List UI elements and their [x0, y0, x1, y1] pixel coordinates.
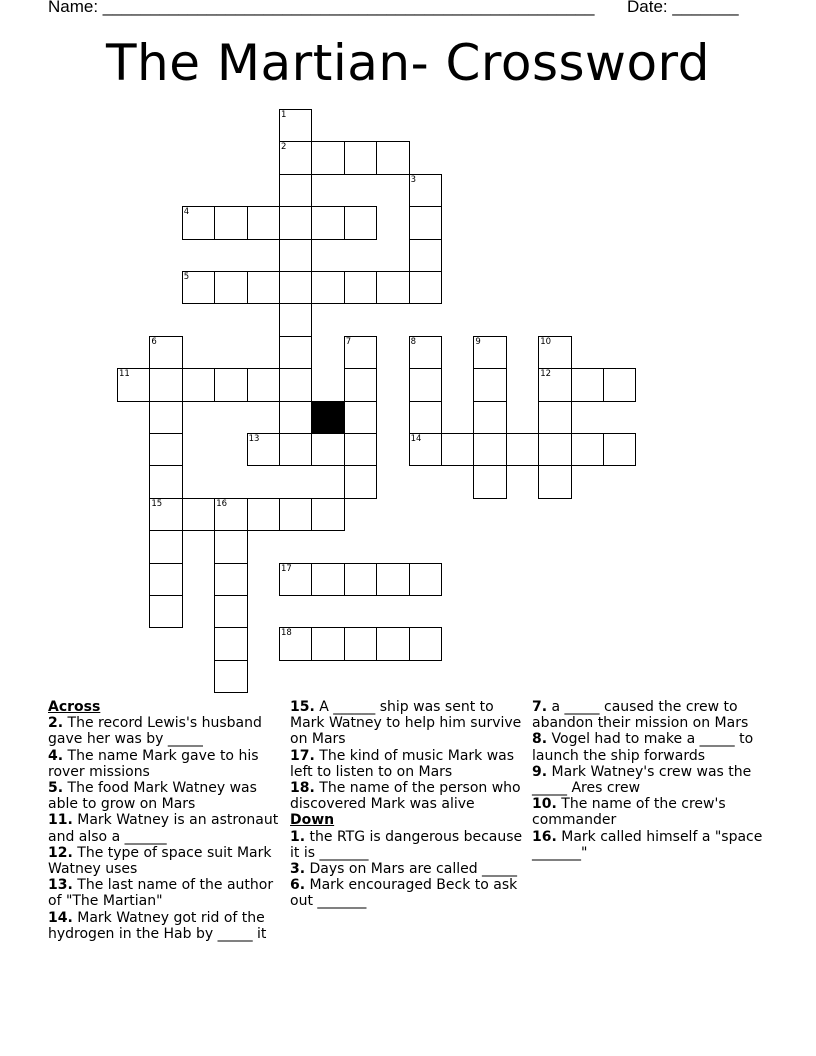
- clue: [290, 829, 528, 861]
- grid-cell[interactable]: [149, 368, 182, 401]
- grid-cell[interactable]: [344, 206, 377, 239]
- clue: [48, 748, 286, 780]
- date-field-line: Date: _______: [627, 0, 739, 16]
- clue-text: A ______ ship was sent to Mark Watney to help him survive on Mars: [290, 699, 522, 748]
- grid-cell[interactable]: [344, 563, 377, 596]
- grid-cell[interactable]: [247, 498, 280, 531]
- grid-cell[interactable]: [279, 303, 312, 336]
- clue-number: 15.: [290, 699, 315, 715]
- grid-cell[interactable]: [279, 433, 312, 466]
- clue-text: The name Mark gave to his rover missions: [48, 747, 259, 780]
- clue-number: 5.: [48, 780, 64, 797]
- clue: [290, 699, 528, 748]
- grid-cell[interactable]: [214, 563, 247, 596]
- clue-number-label: 16: [216, 498, 228, 509]
- clue-text: Mark called himself a "space _______": [532, 828, 763, 861]
- grid-cell[interactable]: [279, 239, 312, 272]
- clue: [48, 845, 286, 877]
- clue-number-label: 11: [119, 369, 130, 380]
- clue-text: Mark Watney got rid of the hydrogen in the Hab by _____ it: [48, 909, 267, 942]
- grid-cell[interactable]: [571, 368, 604, 401]
- blocked-cell: [311, 401, 344, 434]
- clue-number-label: 1: [281, 110, 287, 120]
- clue-number: 9.: [532, 763, 548, 780]
- clue-number-label: 4: [183, 207, 190, 218]
- clue-text: The record Lewis's husband gave her was by _____: [48, 715, 262, 748]
- clue-text: Vogel had to make a _____ to launch the ship forwards: [532, 731, 754, 764]
- grid-cell[interactable]: [376, 563, 409, 596]
- clue-number: 11.: [48, 812, 73, 829]
- across-heading: Across: [48, 699, 101, 715]
- grid-cell[interactable]: [506, 433, 539, 466]
- grid-cell[interactable]: [311, 563, 344, 596]
- clue-number-label: 3: [410, 174, 417, 185]
- grid-cell[interactable]: [571, 433, 604, 466]
- grid-cell[interactable]: [344, 627, 377, 660]
- grid-cell[interactable]: [376, 627, 409, 660]
- clue: [48, 715, 286, 747]
- clue-number-label: 17: [281, 563, 292, 574]
- clue-number: 17.: [290, 747, 315, 764]
- grid-cell[interactable]: [409, 368, 442, 401]
- clue-number: 13.: [48, 877, 73, 894]
- grid-cell[interactable]: [473, 368, 506, 401]
- grid-cell[interactable]: [149, 530, 182, 563]
- clue-text: The name of the crew's commander: [532, 796, 726, 829]
- grid-cell[interactable]: [279, 271, 312, 304]
- grid-cell[interactable]: [149, 563, 182, 596]
- clue: [290, 877, 528, 909]
- grid-cell[interactable]: [409, 563, 442, 596]
- grid-cell[interactable]: [344, 271, 377, 304]
- grid-cell[interactable]: [311, 206, 344, 239]
- grid-cell[interactable]: [279, 368, 312, 401]
- clue-text: a _____ caused the crew to abandon their mission on Mars: [532, 699, 749, 732]
- grid-cell[interactable]: [182, 498, 215, 531]
- grid-cell[interactable]: [214, 627, 247, 660]
- clue: [532, 764, 770, 796]
- grid-cell[interactable]: [247, 206, 280, 239]
- grid-cell[interactable]: [311, 141, 344, 174]
- grid-cell[interactable]: [409, 271, 442, 304]
- clue: [532, 796, 770, 828]
- clue-text: The last name of the author of "The Martian": [48, 877, 274, 910]
- clue: [48, 877, 286, 909]
- clue-number: 4.: [48, 747, 64, 764]
- grid-cell[interactable]: [441, 433, 474, 466]
- clue: [532, 731, 770, 763]
- clue-number-label: 10: [540, 336, 552, 347]
- clue-number-label: 14: [410, 434, 422, 444]
- grid-cell[interactable]: [409, 627, 442, 660]
- grid-cell[interactable]: [603, 433, 636, 466]
- down-heading: Down: [290, 812, 335, 829]
- clue-number-label: 8: [410, 336, 417, 347]
- grid-cell[interactable]: [538, 433, 571, 466]
- clue-number: 1.: [290, 828, 306, 845]
- grid-cell[interactable]: [538, 465, 571, 498]
- clue-text: Mark Watney is an astronaut and also a ______: [48, 812, 279, 845]
- clue: [48, 780, 286, 812]
- grid-cell[interactable]: [279, 174, 312, 207]
- clue-number: 6.: [290, 877, 306, 894]
- clue: [290, 861, 528, 877]
- clue-number-label: 9: [475, 336, 481, 347]
- grid-cell[interactable]: [149, 433, 182, 466]
- grid-cell[interactable]: [214, 206, 247, 239]
- clue-number: 12.: [48, 844, 73, 861]
- grid-cell[interactable]: [344, 433, 377, 466]
- grid-cell[interactable]: [214, 660, 247, 693]
- clue-number-label: 15: [151, 498, 163, 509]
- grid-cell[interactable]: [376, 141, 409, 174]
- grid-cell[interactable]: [473, 433, 506, 466]
- clue-text: Mark Watney's crew was the _____ Ares crew: [532, 763, 752, 797]
- grid-cell[interactable]: [214, 368, 247, 401]
- clue: [290, 780, 528, 812]
- grid-cell[interactable]: [279, 336, 312, 369]
- clue-number: 14.: [48, 909, 73, 926]
- clue-number-label: 18: [281, 628, 292, 639]
- clue: [48, 812, 286, 844]
- clue-number: 8.: [532, 731, 548, 748]
- grid-cell[interactable]: [344, 401, 377, 434]
- clues-column-1: [48, 699, 286, 942]
- grid-cell[interactable]: [247, 368, 280, 401]
- clue-number: 2.: [48, 715, 64, 732]
- grid-cell[interactable]: [214, 595, 247, 628]
- clue-number: 18.: [290, 780, 315, 797]
- grid-cell[interactable]: [344, 141, 377, 174]
- clue-text: the RTG is dangerous because it is _______: [290, 828, 523, 861]
- grid-cell[interactable]: [182, 368, 215, 401]
- clue-number: 10.: [532, 796, 557, 813]
- clue: [532, 699, 770, 731]
- grid-cell[interactable]: [311, 627, 344, 660]
- grid-cell[interactable]: [538, 401, 571, 434]
- grid-cell[interactable]: [149, 465, 182, 498]
- name-field-line: Name: ____________________________________________________: [48, 0, 595, 16]
- grid-cell[interactable]: [603, 368, 636, 401]
- grid-cell[interactable]: [409, 401, 442, 434]
- grid-cell[interactable]: [409, 206, 442, 239]
- grid-cell[interactable]: [473, 401, 506, 434]
- grid-cell[interactable]: [344, 465, 377, 498]
- grid-cell[interactable]: [279, 498, 312, 531]
- clue-number-label: 5: [183, 272, 190, 282]
- clue: [48, 910, 286, 942]
- grid-cell[interactable]: [376, 271, 409, 304]
- clue-number-label: 7: [345, 336, 352, 347]
- grid-cell[interactable]: [473, 465, 506, 498]
- clue-text: The type of space suit Mark Watney uses: [48, 844, 272, 878]
- clue-text: The food Mark Watney was able to grow on Mars: [48, 780, 257, 813]
- clue-number-label: 12: [540, 369, 552, 380]
- clues-column-3: [532, 699, 770, 861]
- clue-number-label: 13: [248, 434, 260, 444]
- grid-cell[interactable]: [247, 271, 280, 304]
- grid-cell[interactable]: [279, 401, 312, 434]
- clue-number: 16.: [532, 828, 557, 845]
- clue-number-label: 6: [151, 336, 157, 347]
- clue-text: Days on Mars are called _____: [309, 861, 518, 878]
- clue: [532, 829, 770, 861]
- clue-number-label: 2: [281, 142, 287, 153]
- grid-cell[interactable]: [149, 595, 182, 628]
- grid-cell[interactable]: [344, 368, 377, 401]
- grid-cell[interactable]: [311, 433, 344, 466]
- grid-cell[interactable]: [279, 206, 312, 239]
- clue-number: 3.: [290, 861, 306, 878]
- clue-text: The kind of music Mark was left to listen to on Mars: [290, 747, 515, 780]
- grid-cell[interactable]: [214, 530, 247, 563]
- page-title: The Martian- Crossword: [106, 34, 710, 92]
- grid-cell[interactable]: [409, 239, 442, 272]
- grid-cell[interactable]: [214, 271, 247, 304]
- grid-cell[interactable]: [311, 498, 344, 531]
- clues-column-2: [290, 699, 528, 910]
- grid-cell[interactable]: [311, 271, 344, 304]
- clue-number: 7.: [532, 699, 548, 715]
- grid-cell[interactable]: [149, 401, 182, 434]
- clue: [290, 748, 528, 780]
- clue-text: The name of the person who discovered Mark was alive: [290, 780, 521, 813]
- clue-text: Mark encouraged Beck to ask out _______: [290, 877, 518, 910]
